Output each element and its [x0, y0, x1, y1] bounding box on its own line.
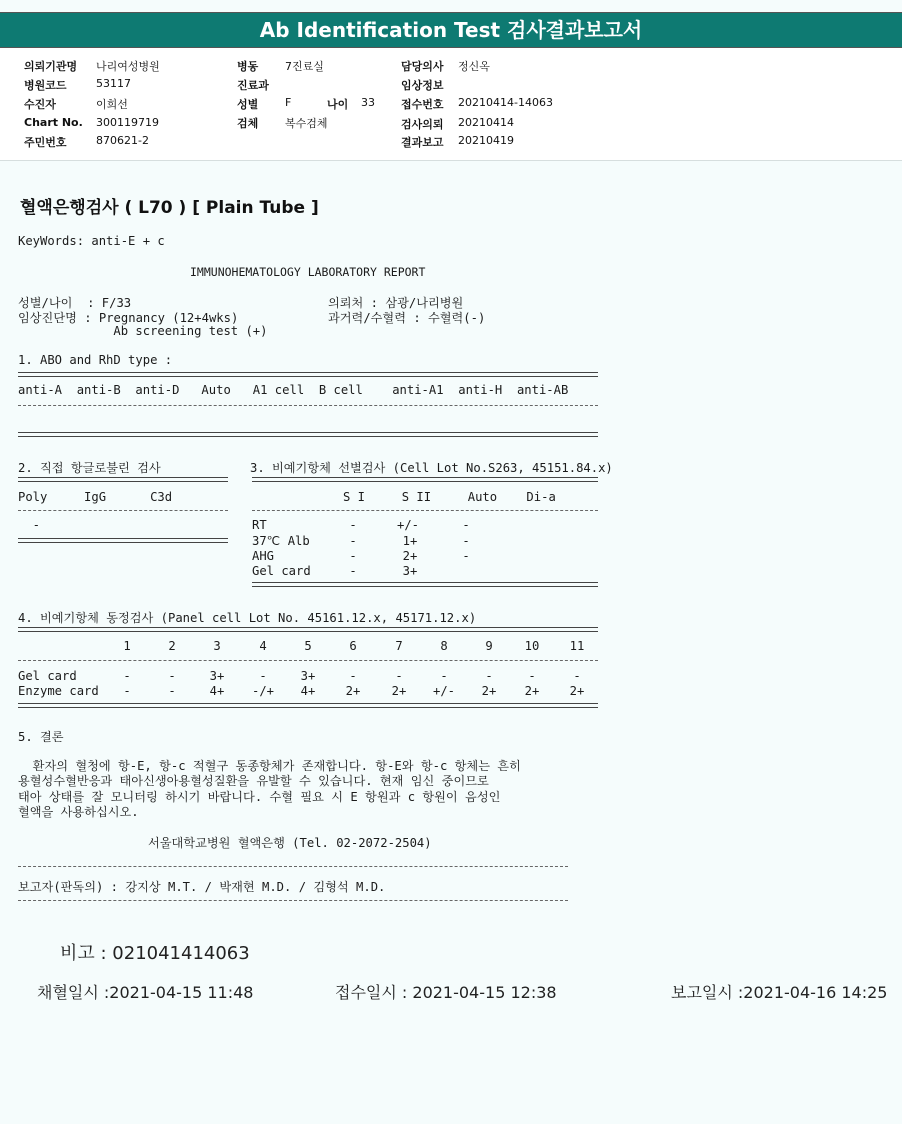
remarks: 비고 : 021041414063: [60, 943, 250, 964]
panel-cell-value: -: [168, 669, 176, 683]
divider: [252, 477, 598, 482]
specimen-label: 검체: [237, 117, 259, 130]
divider: [18, 372, 598, 377]
referring-hospital: 의뢰처 : 삼광/나리병원: [328, 296, 464, 310]
screen-columns: S I S II Auto Di-a: [343, 490, 556, 504]
dat-columns: Poly IgG C3d: [18, 490, 173, 504]
report-date-value: 20210419: [458, 134, 514, 147]
panel-cell-value: 3+: [300, 669, 316, 683]
divider: [18, 538, 228, 543]
chart-no-label: Chart No.: [24, 116, 83, 129]
panel-cell-value: 2+: [345, 684, 361, 698]
screen-phase: 37℃ Alb: [252, 534, 310, 548]
dat-values: -: [18, 518, 41, 532]
screen-sii: 1+: [402, 534, 418, 548]
report-time: 보고일시 :2021-04-16 14:25: [671, 983, 888, 1002]
clinical-diagnosis-2: Ab screening test (+): [18, 324, 268, 338]
screen-si: -: [349, 518, 357, 532]
hospital-value: 나리여성병원: [96, 60, 160, 73]
panel-cell-value: 3+: [209, 669, 225, 683]
hospital-code-label: 병원코드: [24, 79, 67, 92]
panel-row-label: Enzyme card: [18, 684, 99, 698]
request-date-label: 검사의뢰: [401, 118, 444, 131]
doctor-label: 담당의사: [401, 60, 444, 73]
transfusion-history: 과거력/수혈력 : 수혈력(-): [328, 311, 486, 325]
sex-label: 성별: [237, 98, 259, 111]
department-label: 진료과: [237, 79, 269, 92]
panel-cell-value: -: [573, 669, 581, 683]
panel-cell-value: -: [123, 684, 131, 698]
screen-heading: 3. 비예기항체 선별검사 (Cell Lot No.S263, 45151.84.x): [250, 461, 613, 475]
divider: [18, 866, 568, 867]
panel-cell-header: 3: [213, 639, 221, 653]
specimen-value: 복수검체: [285, 117, 328, 130]
receipt-no-value: 20210414-14063: [458, 96, 553, 109]
screen-sii: 2+: [402, 549, 418, 563]
conclusion-line: 태아 상태를 잘 모니터링 하시기 바랍니다. 수혈 필요 시 E 항원과 c 항원이 음성인: [18, 790, 501, 804]
panel-cell-value: -: [528, 669, 536, 683]
divider: [252, 510, 598, 511]
doctor-value: 정신옥: [458, 60, 490, 73]
hospital-label: 의뢰기관명: [24, 60, 78, 73]
panel-cell-header: 1: [123, 639, 131, 653]
panel-cell-value: 4+: [209, 684, 225, 698]
age-label: 나이: [327, 98, 349, 111]
divider: [18, 660, 598, 661]
screen-auto: -: [462, 549, 470, 563]
report-header: [0, 12, 902, 48]
request-date-value: 20210414: [458, 116, 514, 129]
screen-si: -: [349, 564, 357, 578]
resident-no-label: 주민번호: [24, 136, 67, 149]
test-title: 혈액은행검사 ( L70 ) [ Plain Tube ]: [20, 198, 319, 218]
panel-cell-value: 2+: [481, 684, 497, 698]
conclusion-line: 용혈성수혈반응과 태아신생아용혈성질환을 유발할 수 있습니다. 현재 임신 중이므로: [18, 774, 489, 788]
screen-phase: Gel card: [252, 564, 311, 578]
panel-cell-header: 9: [485, 639, 493, 653]
screen-si: -: [349, 534, 357, 548]
panel-cell-header: 10: [524, 639, 540, 653]
panel-cell-value: 2+: [569, 684, 585, 698]
abo-heading: 1. ABO and RhD type :: [18, 353, 173, 367]
screen-sii: +/-: [396, 518, 419, 532]
report-date-label: 결과보고: [401, 136, 444, 149]
report-title: Ab Identification Test 검사결과보고서: [259, 18, 643, 42]
panel-cell-header: 8: [440, 639, 448, 653]
screen-auto: -: [462, 534, 470, 548]
screen-sii: 3+: [402, 564, 418, 578]
panel-cell-value: -: [440, 669, 448, 683]
patient-sex-age: 성별/나이 : F/33: [18, 296, 132, 310]
panel-heading: 4. 비예기항체 동정검사 (Panel cell Lot No. 45161.12.x, 45171.12.x): [18, 611, 477, 625]
sex-value: F: [285, 96, 292, 109]
divider: [18, 627, 598, 632]
abo-columns: anti-A anti-B anti-D Auto A1 cell B cell anti-A1 anti-H anti-AB: [18, 383, 569, 397]
receipt-time: 접수일시 : 2021-04-15 12:38: [335, 983, 557, 1002]
lab-report-title: IMMUNOHEMATOLOGY LABORATORY REPORT: [190, 265, 426, 279]
reporter: 보고자(판독의) : 강지상 M.T. / 박재현 M.D. / 김형석 M.D.: [18, 880, 386, 894]
resident-no-value: 870621-2: [96, 134, 149, 147]
panel-cell-value: -: [485, 669, 493, 683]
panel-cell-header: 7: [395, 639, 403, 653]
screen-auto: -: [462, 518, 470, 532]
keywords: KeyWords: anti-E + c: [18, 234, 165, 248]
divider: [18, 510, 228, 511]
hospital-code-value: 53117: [96, 77, 131, 90]
chart-no-value: 300119719: [96, 116, 159, 129]
dat-heading: 2. 직접 항글로불린 검사: [18, 461, 161, 475]
panel-cell-value: 2+: [391, 684, 407, 698]
panel-cell-value: -: [349, 669, 357, 683]
conclusion-heading: 5. 결론: [18, 730, 64, 744]
panel-cell-value: -/+: [251, 684, 274, 698]
panel-row-label: Gel card: [18, 669, 77, 683]
conclusion-line: 환자의 혈청에 항-E, 항-c 적혈구 동종항체가 존재합니다. 항-E와 항-c 항체는 흔히: [18, 759, 521, 773]
screen-phase: AHG: [252, 549, 275, 563]
divider: [18, 703, 598, 708]
panel-cell-value: -: [395, 669, 403, 683]
panel-cell-value: +/-: [432, 684, 455, 698]
receipt-no-label: 접수번호: [401, 98, 444, 111]
divider: [18, 900, 568, 901]
screen-phase: RT: [252, 518, 267, 532]
ward-value: 7진료실: [285, 60, 324, 73]
patient-name-value: 이희선: [96, 98, 128, 111]
panel-cell-value: 4+: [300, 684, 316, 698]
panel-cell-value: -: [259, 669, 267, 683]
patient-info-panel: [0, 48, 902, 161]
divider: [18, 477, 228, 482]
panel-cell-value: 2+: [524, 684, 540, 698]
panel-cell-value: -: [123, 669, 131, 683]
panel-cell-header: 6: [349, 639, 357, 653]
divider: [18, 432, 598, 437]
divider: [252, 582, 598, 587]
institution: 서울대학교병원 혈액은행 (Tel. 02-2072-2504): [148, 836, 432, 850]
conclusion-line: 혈액을 사용하십시오.: [18, 805, 139, 819]
collection-time: 채혈일시 :2021-04-15 11:48: [37, 983, 254, 1002]
patient-name-label: 수진자: [24, 98, 56, 111]
age-value: 33: [361, 96, 375, 109]
ward-label: 병동: [237, 60, 259, 73]
clinical-diagnosis: 임상진단명 : Pregnancy (12+4wks): [18, 311, 239, 325]
panel-cell-value: -: [168, 684, 176, 698]
divider: [18, 405, 598, 406]
screen-si: -: [349, 549, 357, 563]
panel-cell-header: 4: [259, 639, 267, 653]
panel-cell-header: 2: [168, 639, 176, 653]
clinical-info-label: 임상정보: [401, 79, 444, 92]
panel-cell-header: 11: [569, 639, 585, 653]
panel-cell-header: 5: [304, 639, 312, 653]
